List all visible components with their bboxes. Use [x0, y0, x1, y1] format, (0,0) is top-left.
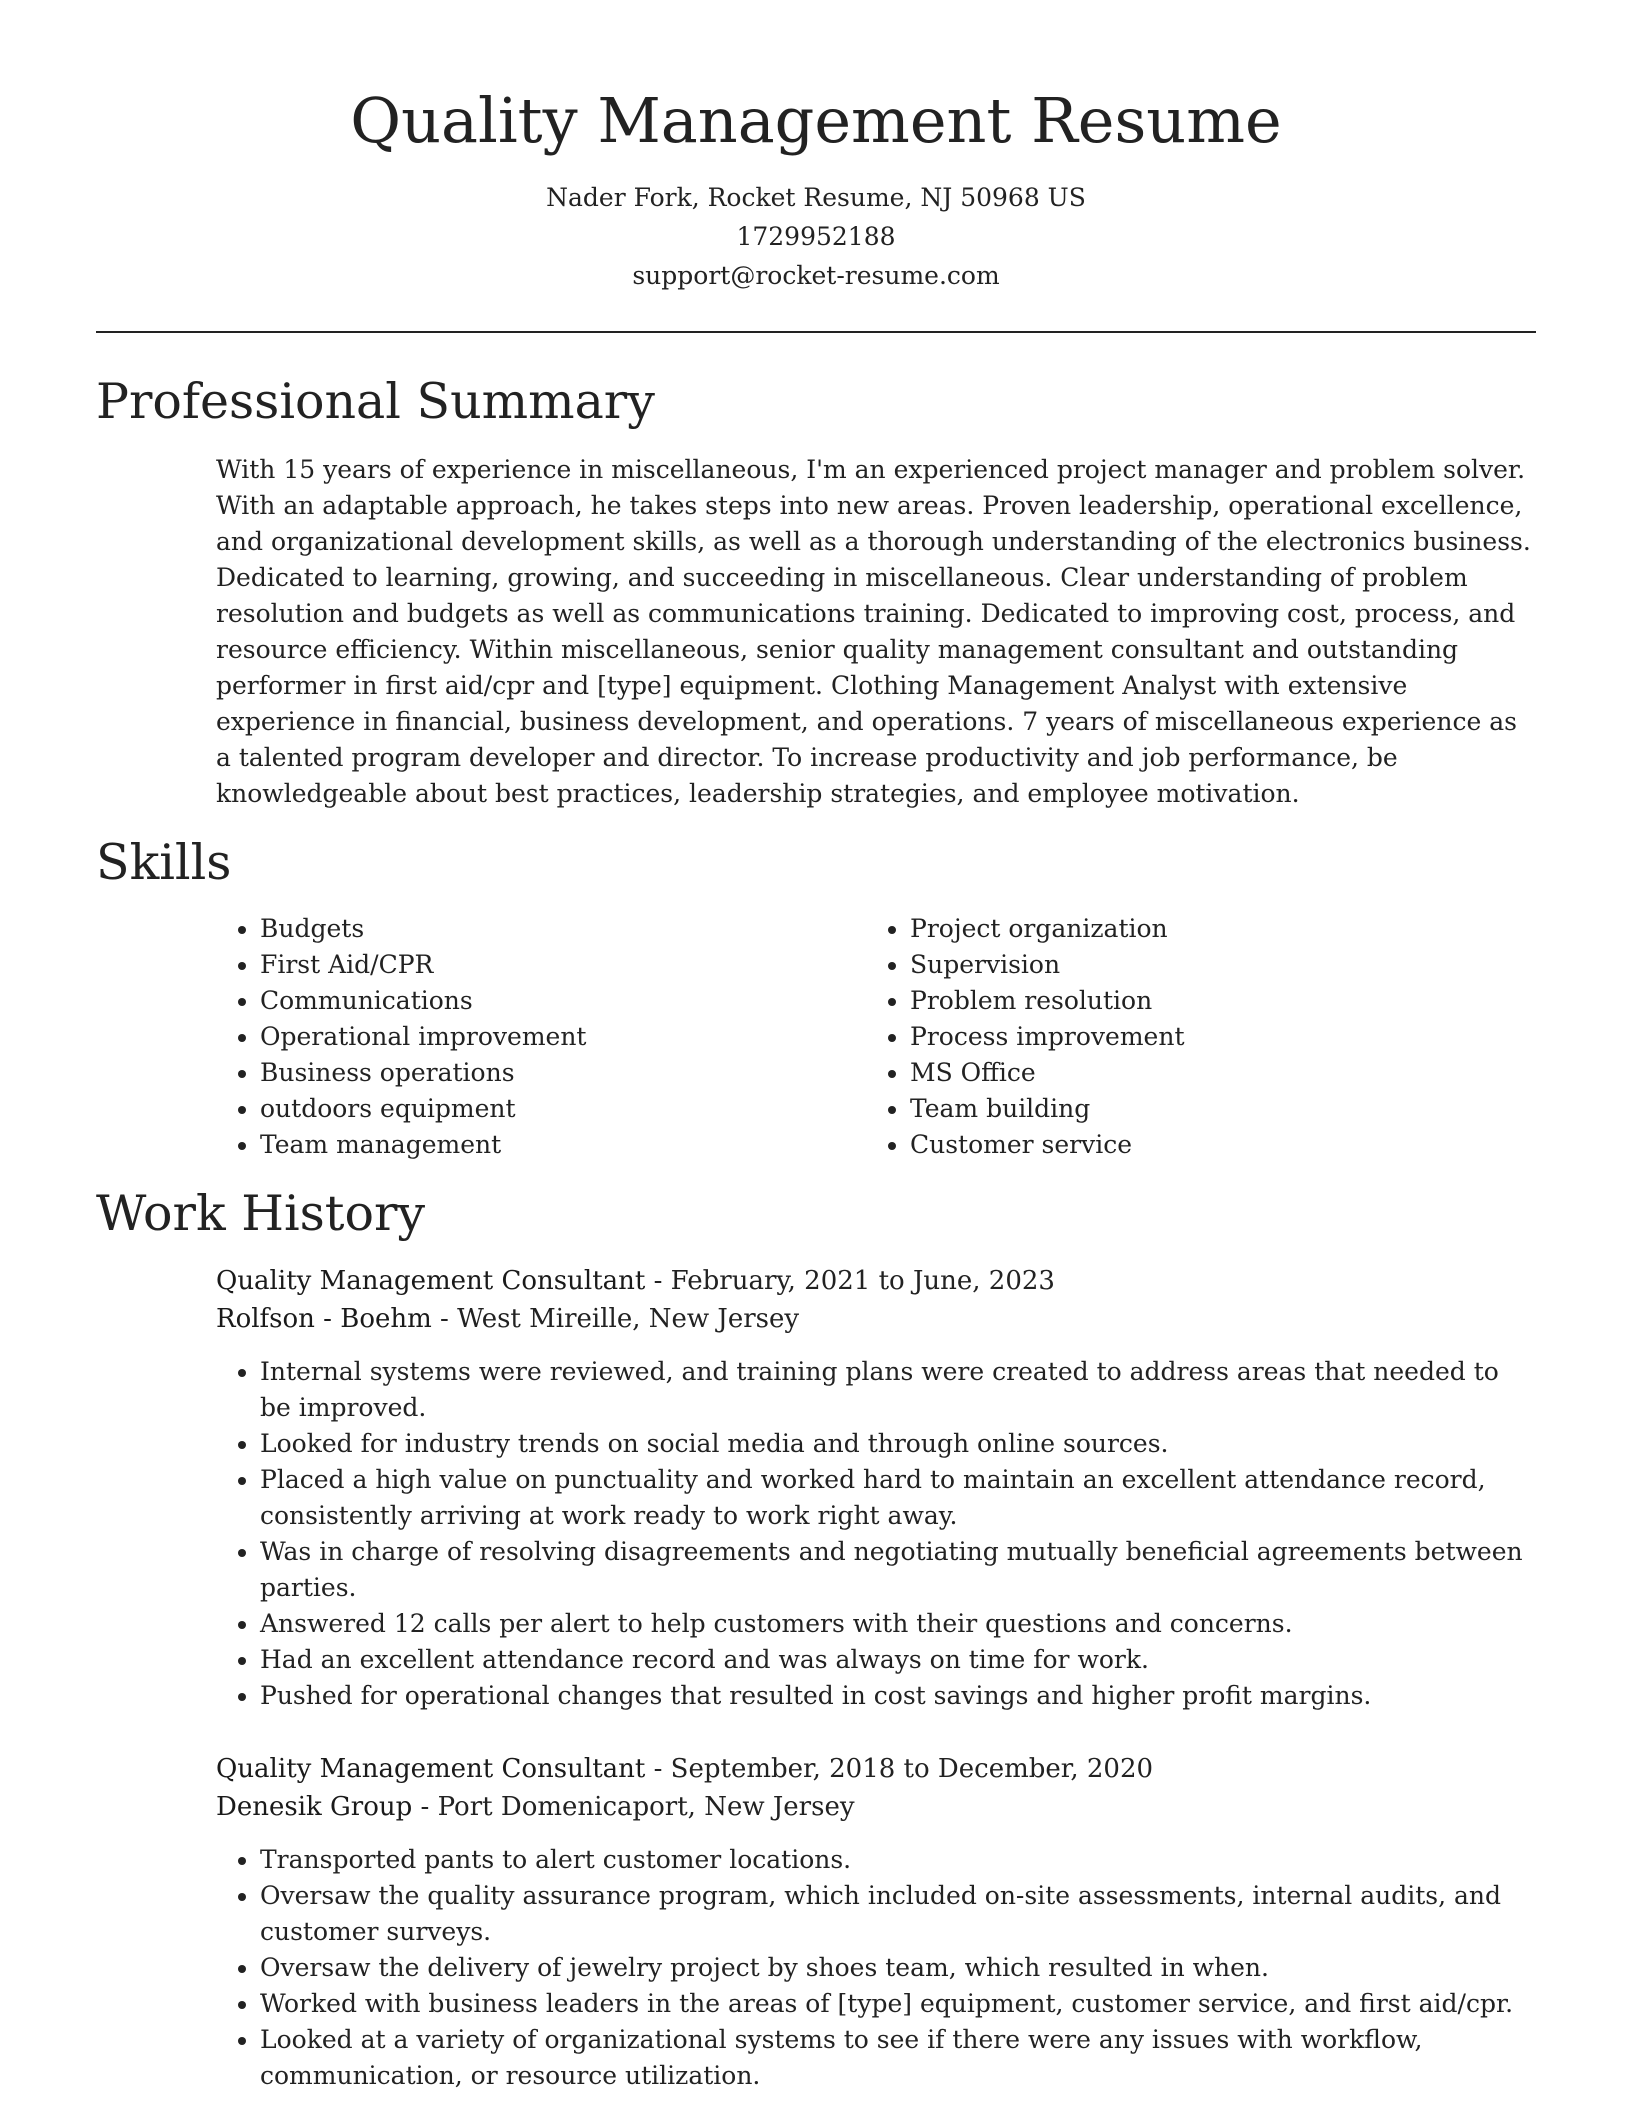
header-divider [96, 331, 1536, 333]
skill-item: • Communications [260, 983, 866, 1019]
job-bullet: • Transported pants to alert customer locations. [260, 1842, 1536, 1878]
skill-item: • First Aid/CPR [260, 947, 866, 983]
job-bullet: • Looked at a variety of organizational systems to see if there were any issues with workflow, communication, or resource utilization. [260, 2022, 1536, 2094]
job-title: Quality Management Consultant [216, 1265, 646, 1296]
skill-item: • Operational improvement [260, 1019, 866, 1055]
skill-item: • Problem resolution [910, 983, 1516, 1019]
contact-email: support@rocket-resume.com [632, 261, 1000, 291]
skill-item: • Supervision [910, 947, 1516, 983]
summary-heading: Professional Summary [96, 373, 655, 431]
skills-column-right [866, 911, 1516, 1163]
job-dates: - September, 2018 to December, 2020 [645, 1753, 1154, 1784]
job-location: - West Mireille, New Jersey [431, 1303, 800, 1334]
job-company: Denesik Group [216, 1791, 413, 1822]
job-bullet: • Worked with business leaders in the areas of [type] equipment, customer service, and first aid/cpr. [260, 1986, 1536, 2022]
skill-item: • Team building [910, 1091, 1516, 1127]
job-entry [216, 1750, 1536, 2094]
skill-item: • Project organization [910, 911, 1516, 947]
skill-item: • Customer service [910, 1127, 1516, 1163]
summary-text: With 15 years of experience in miscellaneous, I'm an experienced project manager and problem solver. With an adaptable approach, he takes steps into new areas. Proven leadership, operational excellence, and organizational development skills, as well as a thorough understanding of the electronics business. Dedicated to learning, growing, and succeeding in miscellaneous. Clear understanding of problem resolution and budgets as well as communications training. Dedicated to improving cost, process, and resource efficiency. Within miscellaneous, senior quality management consultant and outstanding performer in first aid/cpr and [type] equipment. Clothing Management Analyst with extensive experience in financial, business development, and operations. 7 years of miscellaneous experience as a talented program developer and director. To increase productivity and job performance, be knowledgeable about best practices, leadership strategies, and employee motivation. [216, 455, 1531, 809]
job-bullet: • Oversaw the quality assurance program, which included on-site assessments, internal audits, and customer surveys. [260, 1878, 1536, 1950]
resume-page [96, 0, 1536, 2094]
job-bullet: • Internal systems were reviewed, and training plans were created to address areas that needed to be improved. [260, 1354, 1536, 1426]
job-bullet: • Placed a high value on punctuality and worked hard to maintain an excellent attendance record, consistently arriving at work ready to work right away. [260, 1462, 1536, 1534]
job-title: Quality Management Consultant [216, 1753, 646, 1784]
job-bullet: • Pushed for operational changes that resulted in cost savings and higher profit margins. [260, 1678, 1536, 1714]
skills-list [216, 911, 1536, 1163]
job-location: - Port Domenicaport, New Jersey [412, 1791, 855, 1822]
job-company-line [216, 1300, 1536, 1338]
skill-item: • MS Office [910, 1055, 1516, 1091]
contact-address: Nader Fork, Rocket Resume, NJ 50968 US [546, 183, 1086, 213]
resume-header [96, 0, 1536, 295]
job-bullet: • Oversaw the delivery of jewelry project by shoes team, which resulted in when. [260, 1950, 1536, 1986]
job-bullet: • Was in charge of resolving disagreements and negotiating mutually beneficial agreements between parties. [260, 1534, 1536, 1606]
job-bullet: • Looked for industry trends on social media and through online sources. [260, 1426, 1536, 1462]
job-title-line [216, 1750, 1536, 1788]
skill-item: • Process improvement [910, 1019, 1516, 1055]
job-company-line [216, 1788, 1536, 1826]
skill-item: • Budgets [260, 911, 866, 947]
resume-title: Quality Management Resume [350, 84, 1282, 157]
job-bullet: • Had an excellent attendance record and was always on time for work. [260, 1642, 1536, 1678]
skill-item: • Business operations [260, 1055, 866, 1091]
job-entry [216, 1262, 1536, 1714]
job-bullets [216, 1842, 1536, 2094]
job-company: Rolfson - Boehm [216, 1303, 432, 1334]
skills-column-left [216, 911, 866, 1163]
job-dates: - February, 2021 to June, 2023 [645, 1265, 1055, 1296]
skill-item: • outdoors equipment [260, 1091, 866, 1127]
job-bullets [216, 1354, 1536, 1714]
job-title-line [216, 1262, 1536, 1300]
skills-heading: Skills [96, 834, 232, 892]
skill-item: • Team management [260, 1127, 866, 1163]
work-history-heading: Work History [96, 1184, 426, 1242]
contact-phone: 1729952188 [736, 222, 896, 252]
job-bullet: • Answered 12 calls per alert to help customers with their questions and concerns. [260, 1606, 1536, 1642]
